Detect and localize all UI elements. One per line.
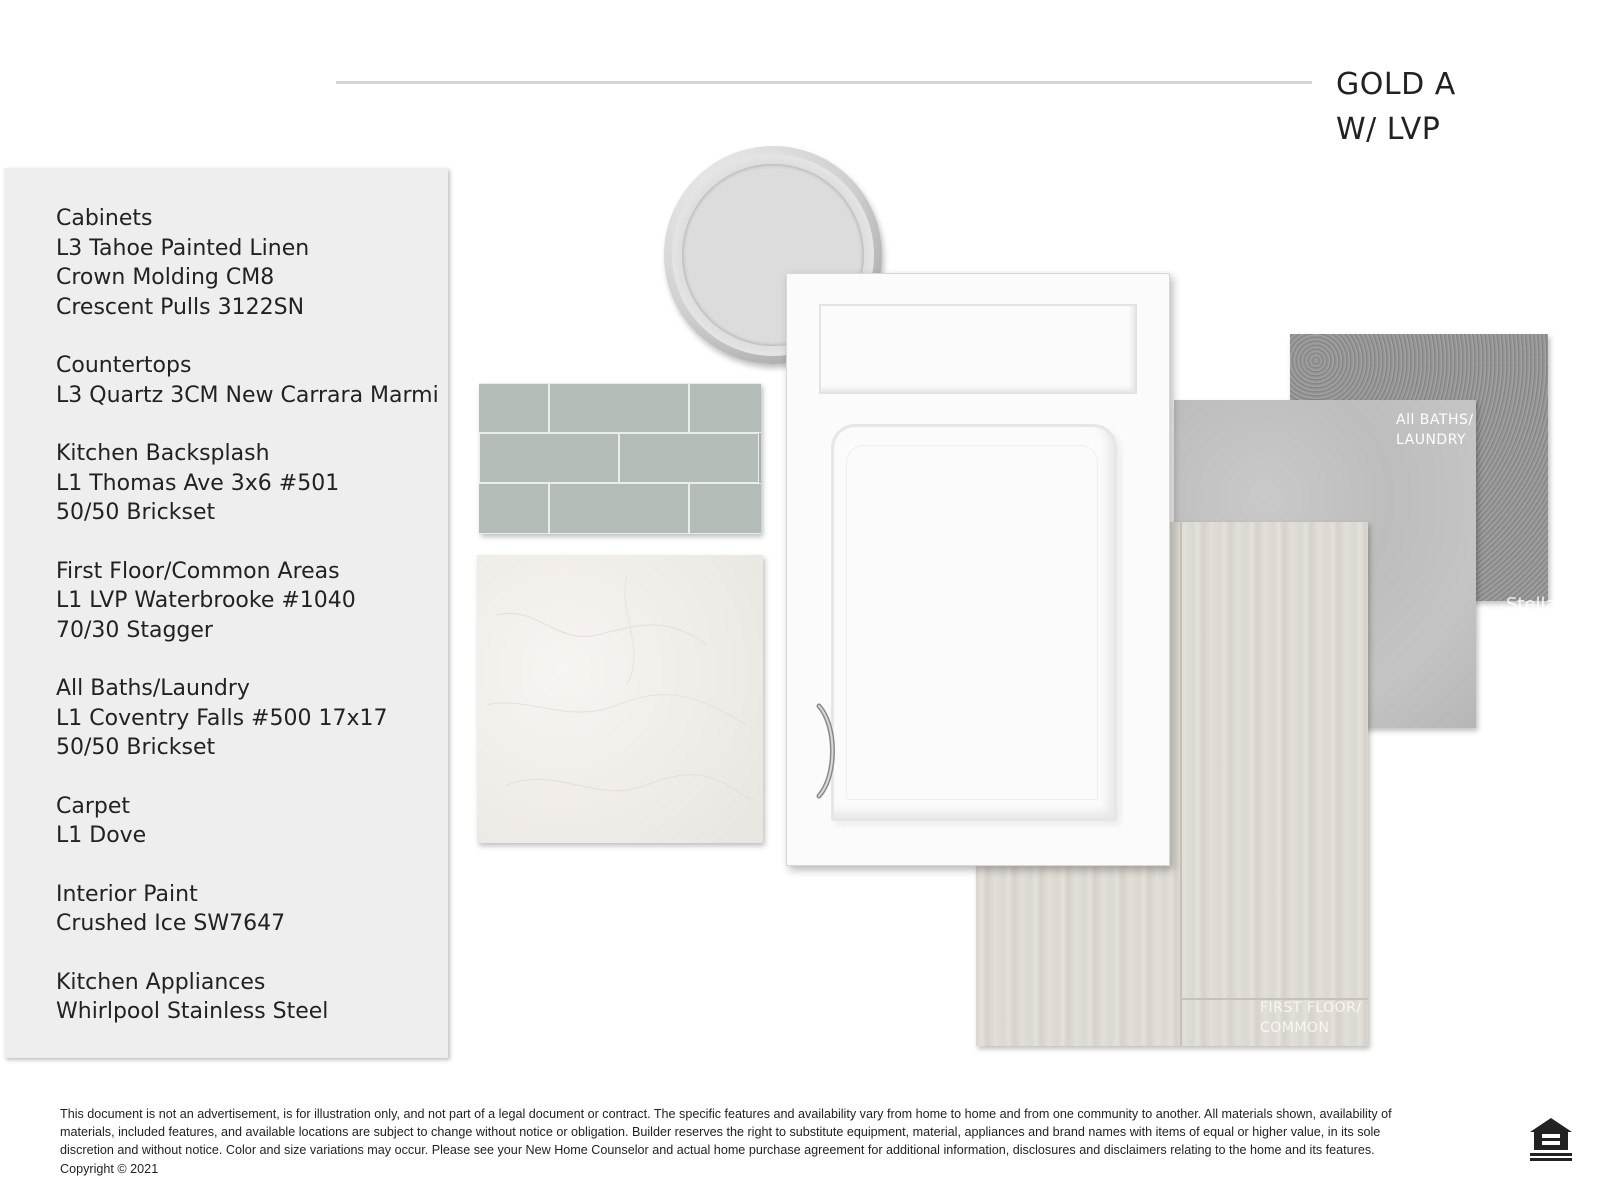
- cabinet-top-rail: [819, 304, 1137, 394]
- lvp-label: FIRST FLOOR/ COMMON: [1260, 1000, 1362, 1036]
- spec-line: Crushed Ice SW7647: [56, 911, 286, 936]
- tile-brick: [549, 483, 689, 534]
- plank-seam: [1180, 522, 1182, 1046]
- backsplash-sample: [479, 383, 761, 534]
- cabinet-raised-panel: [831, 424, 1117, 821]
- spec-line: 70/30 Stagger: [56, 617, 213, 643]
- spec-heading: Countertops: [56, 353, 192, 378]
- tile-brick: [549, 383, 689, 433]
- spec-line: L1 Thomas Ave 3x6 #501: [56, 470, 340, 496]
- spec-heading: Carpet: [56, 793, 131, 819]
- spec-heading: Interior Paint: [56, 881, 198, 907]
- spec-line: 50/50 Brickset: [56, 500, 216, 525]
- quartz-veining: [477, 555, 763, 843]
- spec-group: [56, 557, 439, 646]
- spec-group: [56, 351, 439, 410]
- spec-group: [56, 880, 439, 939]
- title-line-1: GOLD A: [1336, 67, 1456, 102]
- title-line-2: W/ LVP: [1336, 112, 1441, 147]
- spec-group: [56, 439, 439, 528]
- spec-line: L1 LVP Waterbrooke #1040: [56, 588, 356, 613]
- spec-group: [56, 968, 439, 1027]
- watermark: Stellar MLS: [1506, 594, 1564, 636]
- spec-line: Crown Molding CM8: [56, 265, 275, 290]
- cabinet-door-sample: [786, 273, 1170, 866]
- spec-heading: Cabinets: [56, 206, 153, 231]
- spec-line: Whirlpool Stainless Steel: [56, 999, 329, 1024]
- spec-line: L1 Coventry Falls #500 17x17: [56, 705, 388, 731]
- cabinet-pull-icon: [811, 702, 841, 800]
- spec-heading: First Floor/Common Areas: [56, 558, 340, 584]
- spec-line: L3 Quartz 3CM New Carrara Marmi: [56, 382, 439, 408]
- tile-brick: [479, 433, 619, 483]
- spec-panel: [4, 168, 448, 1058]
- page-title: [1336, 62, 1456, 152]
- spec-group: [56, 674, 439, 763]
- tile-brick: [479, 383, 549, 433]
- countertop-sample: [477, 555, 763, 843]
- tile-brick: [619, 433, 759, 483]
- spec-heading: All Baths/Laundry: [56, 676, 250, 701]
- spec-group: [56, 792, 439, 851]
- spec-heading: Kitchen Appliances: [56, 969, 266, 995]
- spec-line: L1 Dove: [56, 823, 147, 848]
- tile-brick: [689, 383, 761, 433]
- spec-line: 50/50 Brickset: [56, 735, 216, 760]
- spec-list: [56, 204, 439, 1056]
- tile-brick: [689, 483, 761, 534]
- tile-brick: [479, 483, 549, 534]
- bath-tile-label: All BATHS/ LAUNDRY: [1396, 412, 1474, 448]
- header-rule: [336, 81, 1312, 84]
- equal-housing-opportunity-icon: [1528, 1116, 1574, 1162]
- cabinet-inner-panel: [846, 445, 1098, 800]
- spec-line: L3 Tahoe Painted Linen: [56, 235, 310, 261]
- spec-line: Crescent Pulls 3122SN: [56, 294, 305, 320]
- spec-group: [56, 204, 439, 322]
- disclaimer: This document is not an advertisement, is for illustration only, and not part of a legal document or contract. The specific features and availability vary from home to home and from one community to another. All materials shown, availability of materials, included features, and available locations are subject to change without notice or obligation. Builder reserves the right to substitute equipment, material, appliances and brand names with items of equal or higher value, in its sole discretion and without notice. Color and size variations may occur. Please see your New Home Counselor and actual home purchase agreement for additional information, disclosures and disclaimers relating to the home and its features. Copyright © 2021: [60, 1107, 1392, 1176]
- spec-heading: Kitchen Backsplash: [56, 441, 270, 466]
